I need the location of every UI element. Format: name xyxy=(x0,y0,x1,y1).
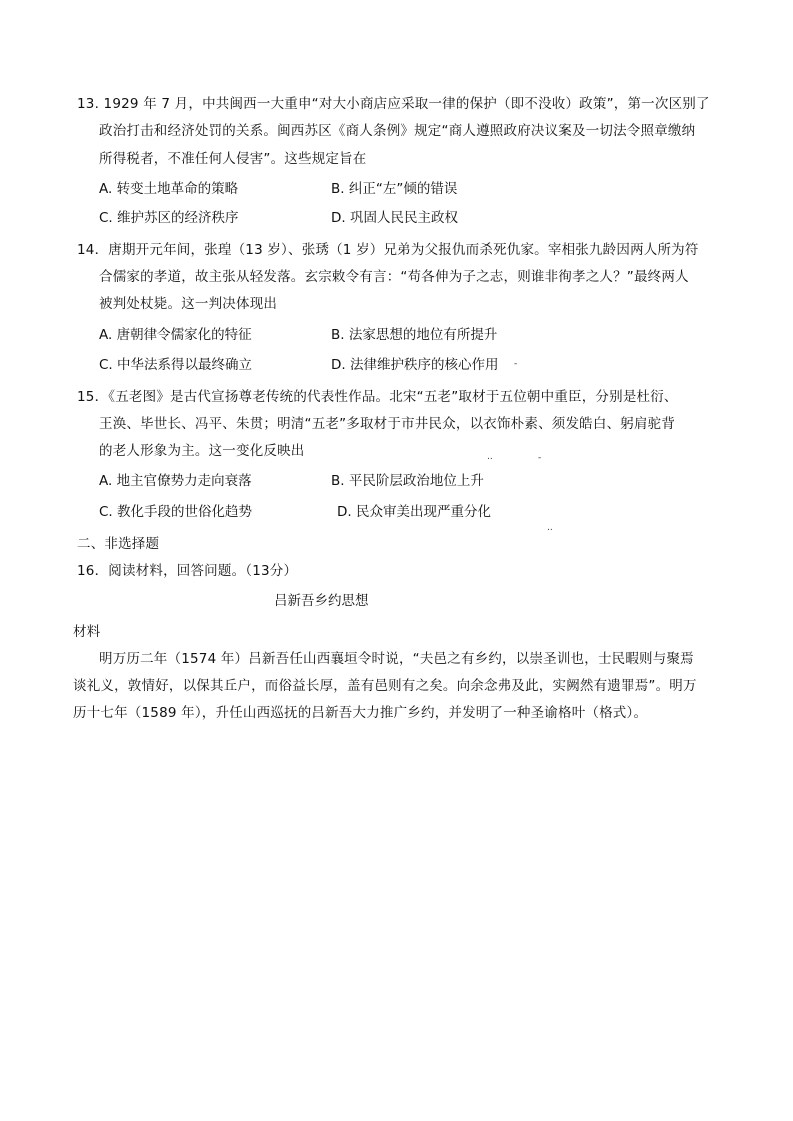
q14-option-b: B. 法家思想的地位有所提升 xyxy=(331,327,498,343)
material-paragraph-line-3: 历十七年（1589 年），升任山西巡抚的吕新吾大力推广乡约，并发明了一种圣谕格叶（格式）。 xyxy=(73,705,648,721)
material-paragraph-line-1: 明万历二年（1574 年）吕新吾任山西襄垣令时说，“夫邑之有乡约，以崇圣训也，士民暇则与聚焉 xyxy=(99,651,694,667)
material-label: 材料 xyxy=(73,624,101,640)
scan-speck: - xyxy=(514,359,518,369)
q15-option-d: D. 民众审美出现严重分化 xyxy=(337,504,491,520)
q16-prompt: 16．阅读材料，回答问题。（13分） xyxy=(77,563,298,579)
q13-option-a: A. 转变土地革命的策略 xyxy=(99,181,239,197)
q15-option-c: C. 教化手段的世俗化趋势 xyxy=(99,504,253,520)
section-heading: 二、非选择题 xyxy=(77,536,160,552)
q15-line-1: 15．《五老图》是古代宣扬尊老传统的代表性作品。北宋“五老”取材于五位朝中重臣，分别是杜衍、 xyxy=(77,389,678,405)
material-paragraph-line-2: 谈礼义，敦情好，以保其丘户，而俗益长厚，盖有邑则有之矣。向余念弗及此，实阙然有遗罪焉”。明万 xyxy=(73,678,697,694)
q14-line-1: 14．唐期开元年间，张瑝（13 岁）、张琇（1 岁）兄弟为父报仇而杀死仇家。宰相张九龄因两人所为符 xyxy=(77,242,699,258)
q14-line-2: 合儒家的孝道，故主张从轻发落。玄宗敕令有言：“苟各伸为子之志，则谁非徇孝之人？”最终两人 xyxy=(99,269,689,285)
scan-speck: .. xyxy=(547,523,553,533)
q16-title: 吕新吾乡约思想 xyxy=(274,593,369,609)
q14-option-c: C. 中华法系得以最终确立 xyxy=(99,357,253,373)
q15-line-3: 的老人形象为主。这一变化反映出 xyxy=(99,443,305,459)
q15-option-b: B. 平民阶层政治地位上升 xyxy=(331,473,484,489)
q13-option-c: C. 维护苏区的经济秩序 xyxy=(99,210,239,226)
q15-option-a: A. 地主官僚势力走向衰落 xyxy=(99,473,252,489)
q13-line-2: 政治打击和经济处罚的关系。闽西苏区《商人条例》规定“商人遵照政府决议案及一切法令照章缴纳 xyxy=(99,123,696,139)
q15-line-2: 王涣、毕世长、冯平、朱贯；明清“五老”多取材于市井民众，以衣饰朴素、须发皓白、躬肩驼背 xyxy=(99,416,676,432)
q14-option-d: D. 法律维护秩序的核心作用 xyxy=(331,357,499,373)
q14-option-a: A. 唐朝律令儒家化的特征 xyxy=(99,327,252,343)
scan-speck: - xyxy=(538,453,542,463)
q13-option-d: D. 巩固人民民主政权 xyxy=(331,210,458,226)
q14-line-3: 被判处杖毙。这一判决体现出 xyxy=(99,296,278,312)
q13-option-b: B. 纠正“左”倾的错误 xyxy=(331,181,458,197)
scan-speck: .. xyxy=(487,452,493,462)
q13-line-1: 13. 1929 年 7 月，中共闽西一大重申“对大小商店应采取一律的保护（即不没收）政策”，第一次区别了 xyxy=(77,96,710,112)
q13-line-3: 所得税者，不准任何人侵害”。这些规定旨在 xyxy=(99,151,367,167)
